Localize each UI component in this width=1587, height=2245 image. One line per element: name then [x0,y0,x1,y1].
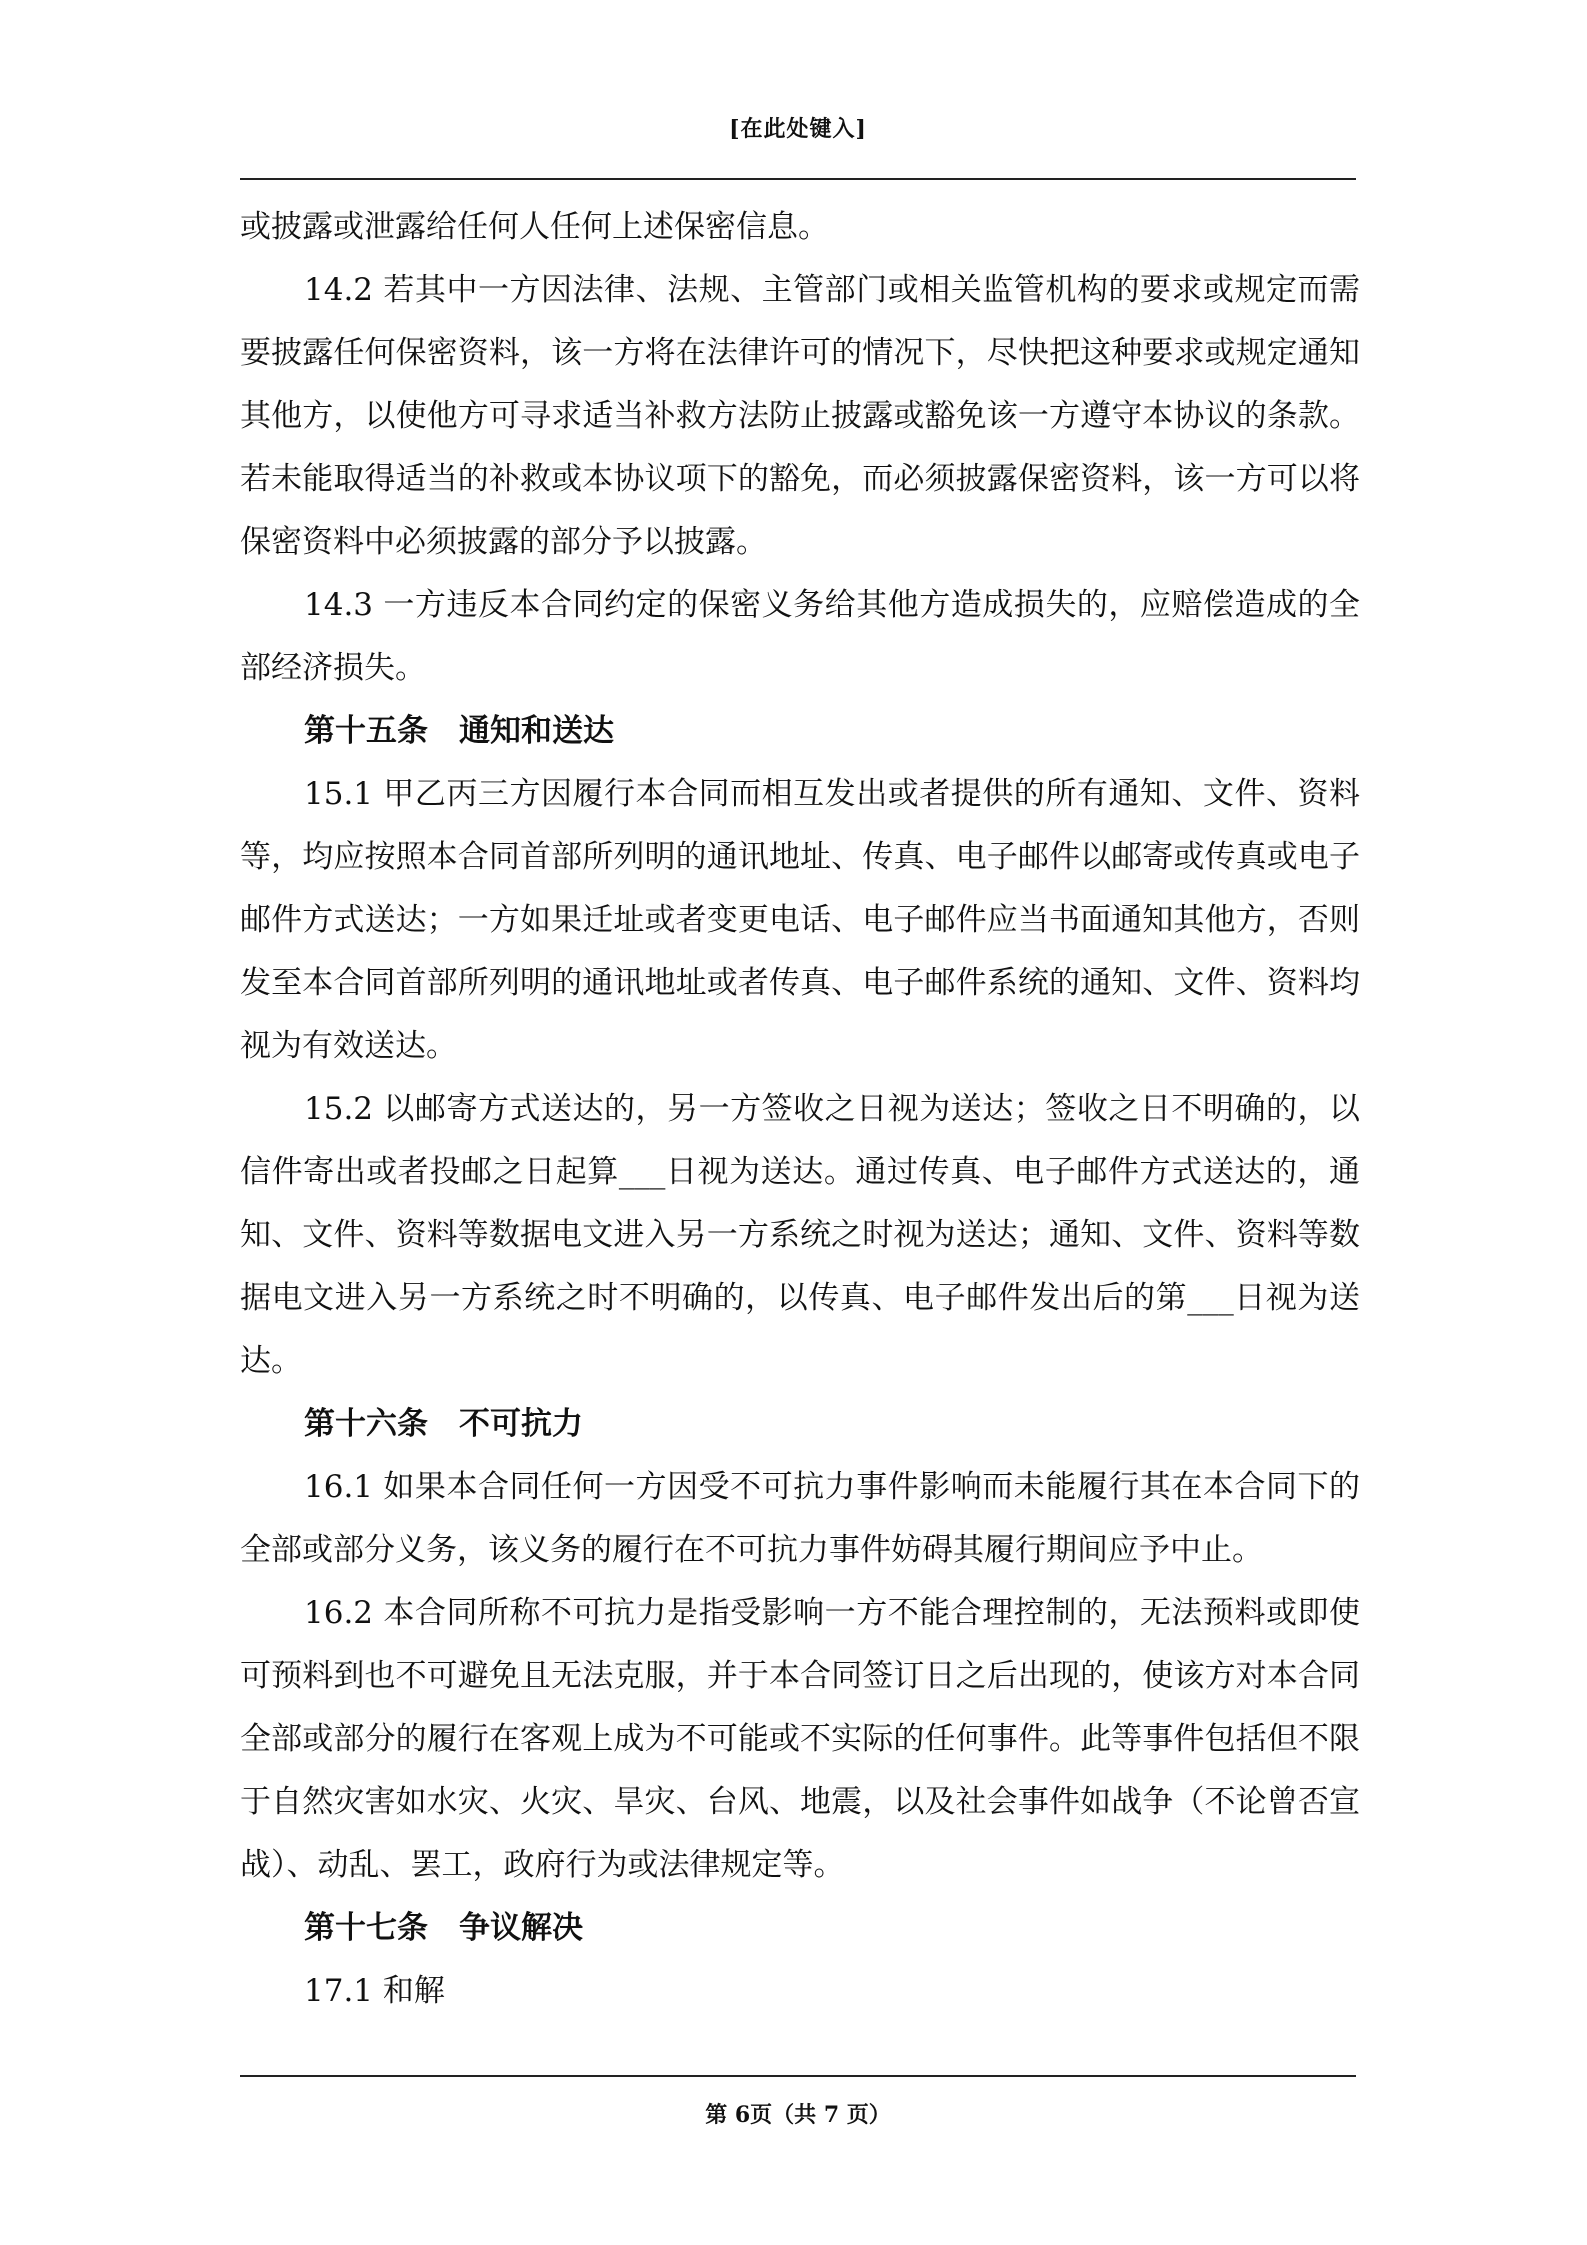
clause-14-2: 14.2 若其中一方因法律、法规、主管部门或相关监管机构的要求或规定而需要披露任何保密资料，该一方将在法律许可的情况下，尽快把这种要求或规定通知其他方，以使他方可寻求适当补救方法防止披露或豁免该一方遵守本协议的条款。若未能取得适当的补救或本协议项下的豁免，而必须披露保密资料，该一方可以将保密资料中必须披露的部分予以披露。 [240,272,1360,560]
footer-divider [240,2075,1356,2077]
paragraph-confidentiality-continuation: 或披露或泄露给任何人任何上述保密信息。 [240,209,829,245]
article-17-heading: 第十七条 争议解决 [304,1910,583,1946]
article-15-heading: 第十五条 通知和送达 [304,713,614,749]
clause-16-1: 16.1 如果本合同任何一方因受不可抗力事件影响而未能履行其在本合同下的全部或部分义务，该义务的履行在不可抗力事件妨碍其履行期间应予中止。 [240,1469,1360,1568]
clause-14-3: 14.3 一方违反本合同约定的保密义务给其他方造成损失的，应赔偿造成的全部经济损失。 [240,587,1360,686]
clause-16-2: 16.2 本合同所称不可抗力是指受影响一方不能合理控制的，无法预料或即使可预料到也不可避免且无法克服，并于本合同签订日之后出现的，使该方对本合同全部或部分的履行在客观上成为不可能或不实际的任何事件。此等事件包括但不限于自然灾害如水灾、火灾、旱灾、台风、地震，以及社会事件如战争（不论曾否宣战）、动乱、罢工，政府行为或法律规定等。 [240,1595,1360,1883]
clause-15-2: 15.2 以邮寄方式送达的，另一方签收之日视为送达；签收之日不明确的，以信件寄出或者投邮之日起算___日视为送达。通过传真、电子邮件方式送达的，通知、文件、资料等数据电文进入另一方系统之时视为送达；通知、文件、资料等数据电文进入另一方系统之时不明确的，以传真、电子邮件发出后的第___日视为送达。 [240,1091,1360,1379]
header-divider [240,178,1356,180]
article-16-heading: 第十六条 不可抗力 [304,1406,583,1442]
clause-15-1: 15.1 甲乙丙三方因履行本合同而相互发出或者提供的所有通知、文件、资料等，均应按照本合同首部所列明的通讯地址、传真、电子邮件以邮寄或传真或电子邮件方式送达；一方如果迁址或者变更电话、电子邮件应当书面通知其他方，否则发至本合同首部所列明的通讯地址或者传真、电子邮件系统的通知、文件、资料均视为有效送达。 [240,776,1360,1064]
page-number-footer: 第 6页（共 7 页） [705,2102,891,2128]
document-body [240,196,1360,2023]
clause-17-1: 17.1 和解 [304,1973,445,2009]
page-header: [在此处键入] [729,116,867,142]
